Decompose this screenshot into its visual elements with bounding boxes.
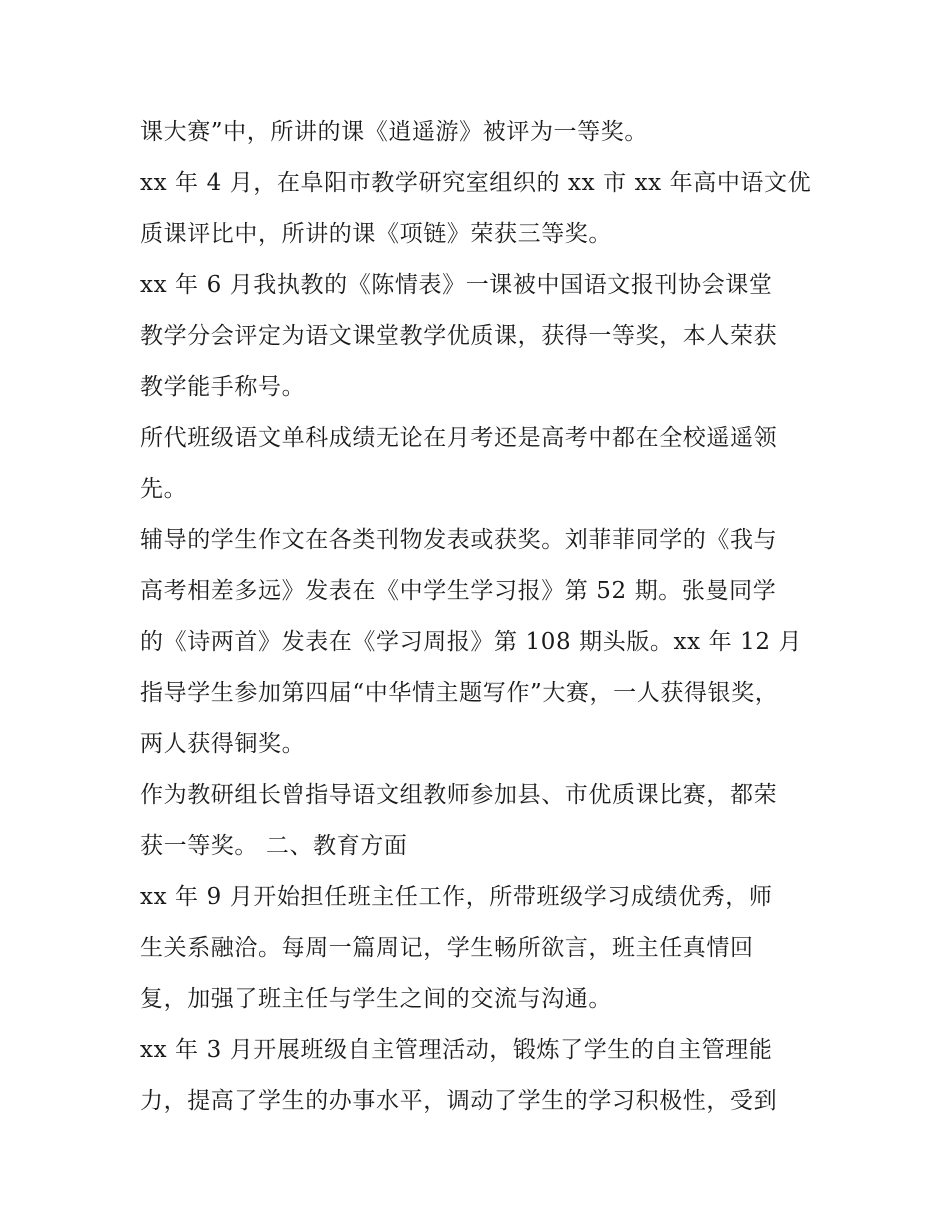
text-line-4: xx 年 6 月我执教的《陈情表》一课被中国语文报刊协会课堂: [140, 272, 773, 298]
text-line-6: 教学能手称号。: [140, 374, 306, 400]
text-line-2: xx 年 4 月，在阜阳市教学研究室组织的 xx 市 xx 年高中语文优: [140, 170, 812, 196]
text-line-14: 作为教研组长曾指导语文组教师参加县、市优质课比赛，都荣: [140, 782, 778, 808]
text-line-1: 课大赛”中，所讲的课《逍遥游》被评为一等奖。: [140, 119, 648, 145]
text-line-8: 先。: [140, 476, 188, 502]
document-body: [140, 107, 820, 1127]
text-line-18: 复，加强了班主任与学生之间的交流与沟通。: [140, 986, 612, 1012]
text-line-9: 辅导的学生作文在各类刊物发表或获奖。刘菲菲同学的《我与: [140, 527, 778, 553]
text-line-5: 教学分会评定为语文课堂教学优质课，获得一等奖，本人荣获: [140, 323, 778, 349]
text-line-10: 高考相差多远》发表在《中学生学习报》第 52 期。张曼同学: [140, 578, 777, 604]
text-line-16: xx 年 9 月开始担任班主任工作，所带班级学习成绩优秀，师: [140, 884, 773, 910]
text-line-11: 的《诗两首》发表在《学习周报》第 108 期头版。xx 年 12 月: [140, 629, 803, 655]
text-line-3: 质课评比中，所讲的课《项链》荣获三等奖。: [140, 221, 612, 247]
text-line-7: 所代班级语文单科成绩无论在月考还是高考中都在全校遥遥领: [140, 425, 778, 451]
text-line-19: xx 年 3 月开展班级自主管理活动，锻炼了学生的自主管理能: [140, 1037, 773, 1063]
text-line-12: 指导学生参加第四届“中华情主题写作”大赛，一人获得银奖，: [140, 680, 779, 706]
text-line-17: 生关系融洽。每周一篇周记，学生畅所欲言，班主任真情回: [140, 935, 754, 961]
text-line-13: 两人获得铜奖。: [140, 731, 306, 757]
text-line-15: 获一等奖。 二、教育方面: [140, 833, 408, 859]
text-line-20: 力，提高了学生的办事水平，调动了学生的学习积极性，受到: [140, 1088, 778, 1114]
